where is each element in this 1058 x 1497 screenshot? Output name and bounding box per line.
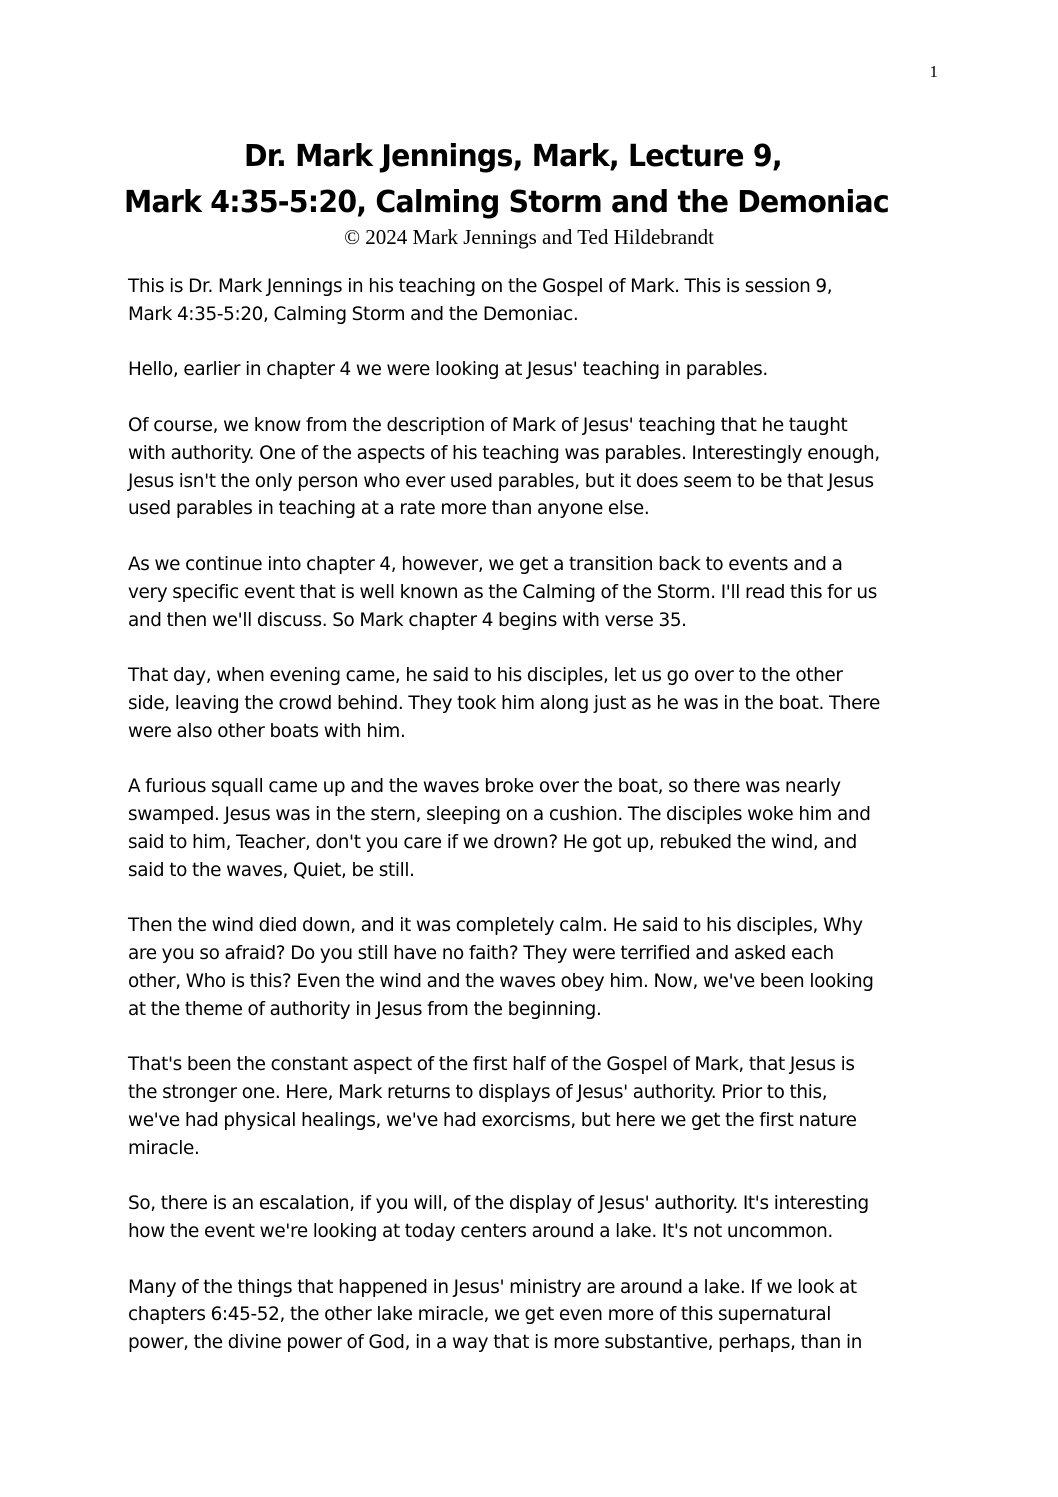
paragraph-line: This is Dr. Mark Jennings in his teaching on the Gospel of Mark. This is session 9, [128, 276, 833, 297]
paragraph-line: That's been the constant aspect of the first half of the Gospel of Mark, that Jesus is [128, 1054, 855, 1076]
paragraph-line: miracle. [128, 1137, 200, 1159]
document-body [128, 273, 930, 1385]
copyright-notice: © 2024 Mark Jennings and Ted Hildebrandt [344, 225, 714, 249]
title-line-2: Mark 4:35-5:20, Calming Storm and the Demoniac [124, 185, 890, 220]
paragraph-line: As we continue into chapter 4, however, we get a transition back to events and a [128, 553, 843, 575]
paragraph-line: Many of the things that happened in Jesus' ministry are around a lake. If we look at [128, 1276, 857, 1298]
paragraph-line: with authority. One of the aspects of his teaching was parables. Interestingly enough, [128, 442, 880, 464]
paragraph-line: how the event we're looking at today centers around a lake. It's not uncommon. [128, 1221, 833, 1243]
paragraph-line: the stronger one. Here, Mark returns to displays of Jesus' authority. Prior to this, [128, 1082, 828, 1104]
paragraph [128, 412, 930, 523]
paragraph-line: at the theme of authority in Jesus from the beginning. [128, 998, 602, 1020]
paragraph [128, 1190, 930, 1246]
paragraph-line: Mark 4:35-5:20, Calming Storm and the Demoniac. [128, 303, 579, 325]
paragraph [128, 1051, 930, 1162]
paragraph-line: said to him, Teacher, don't you care if we drown? He got up, rebuked the wind, and [128, 831, 857, 853]
title-line-1: Dr. Mark Jennings, Mark, Lecture 9, [244, 139, 783, 174]
paragraph-line: very specific event that is well known as the Calming of the Storm. I'll read this for us [128, 581, 877, 603]
paragraph-line: power, the divine power of God, in a way that is more substantive, perhaps, than in [128, 1332, 863, 1354]
paragraph [128, 773, 930, 884]
paragraph-line: are you so afraid? Do you still have no faith? They were terrified and asked each [128, 943, 834, 965]
paragraph-line: used parables in teaching at a rate more than anyone else. [128, 498, 650, 520]
paragraph-line: other, Who is this? Even the wind and the waves obey him. Now, we've been looking [128, 970, 874, 992]
paragraph [128, 1274, 930, 1357]
paragraph-line: we've had physical healings, we've had exorcisms, but here we get the first nature [128, 1109, 857, 1131]
document-header [0, 134, 1058, 250]
paragraph-line: Then the wind died down, and it was completely calm. He said to his disciples, Why [128, 915, 863, 937]
paragraph-line: Jesus isn't the only person who ever used parables, but it does seem to be that Jesus [128, 470, 874, 492]
paragraph-line: chapters 6:45-52, the other lake miracle, we get even more of this supernatural [128, 1304, 831, 1326]
paragraph [128, 273, 930, 329]
paragraph-line: A furious squall came up and the waves broke over the boat, so there was nearly [128, 776, 841, 798]
paragraph-line: were also other boats with him. [128, 720, 406, 742]
paragraph [128, 356, 930, 384]
paragraph-line: So, there is an escalation, if you will, of the display of Jesus' authority. It's interesting [128, 1193, 869, 1215]
paragraph [128, 912, 930, 1023]
paragraph-line: Hello, earlier in chapter 4 we were looking at Jesus' teaching in parables. [128, 359, 768, 381]
paragraph-line: and then we'll discuss. So Mark chapter 4 begins with verse 35. [128, 609, 687, 631]
paragraph-line: swamped. Jesus was in the stern, sleeping on a cushion. The disciples woke him and [128, 804, 871, 826]
paragraph-line: side, leaving the crowd behind. They took him along just as he was in the boat. There [128, 692, 880, 714]
paragraph [128, 662, 930, 745]
paragraph-line: said to the waves, Quiet, be still. [128, 859, 415, 881]
paragraph [128, 551, 930, 634]
paragraph-line: That day, when evening came, he said to his disciples, let us go over to the other [128, 665, 843, 687]
paragraph-line: Of course, we know from the description of Mark of Jesus' teaching that he taught [128, 414, 848, 436]
page-number: 1 [929, 62, 938, 81]
